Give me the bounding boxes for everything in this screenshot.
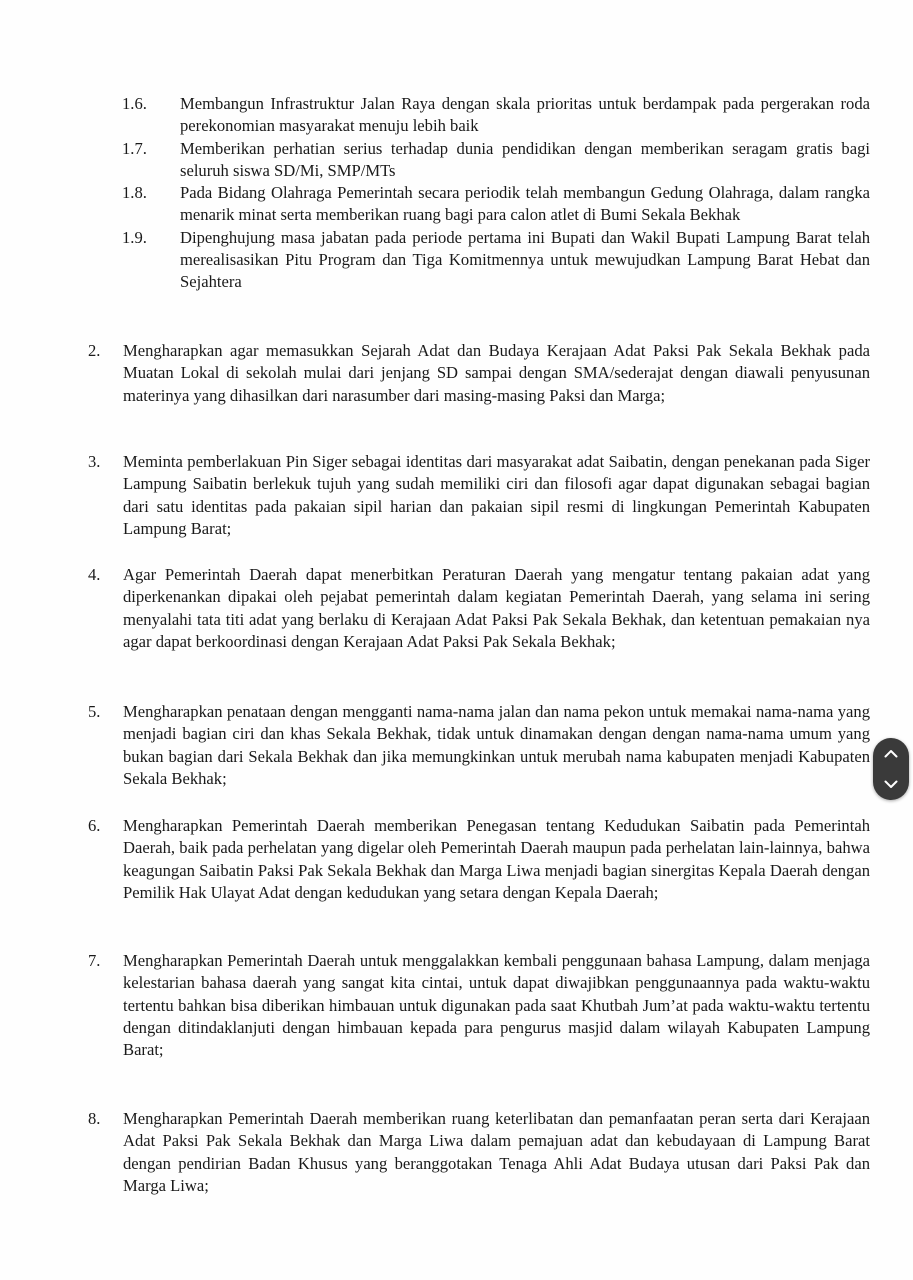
- item-text: Memberikan perhatian serius terhadap dunia pendidikan dengan memberikan seragam gratis bagi seluruh siswa SD/Mi, SMP/MTs: [180, 138, 870, 180]
- list-item-1-8: [122, 182, 870, 227]
- item-text: Meminta pemberlakuan Pin Siger sebagai identitas dari masyarakat adat Saibatin, dengan penekanan pada Siger Lampung Saibatin berlekuk tujuh yang sudah memiliki ciri dan filosofi agar dapat digunakan sebagai bagian dari satu identitas pada pakaian sipil harian dan pakaian sipil resmi di lingkungan Pemerintah Kabupaten Lampung Barat;: [123, 452, 870, 538]
- item-number: 1.8.: [122, 183, 147, 203]
- item-number: 5.: [88, 702, 101, 721]
- chevron-up-icon: [884, 749, 898, 758]
- item-text: Pada Bidang Olahraga Pemerintah secara periodik telah membangun Gedung Olahraga, dalam rangka menarik minat serta memberikan ruang bagi para calon atlet di Bumi Sekala Bekhak: [180, 183, 870, 225]
- list-item-8: [88, 1108, 870, 1197]
- item-number: 1.9.: [122, 227, 147, 247]
- list-item-6: [88, 815, 870, 904]
- item-text: Dipenghujung masa jabatan pada periode pertama ini Bupati dan Wakil Bupati Lampung Barat telah merealisasikan Pitu Program dan Tiga Komitmennya untuk mewujudkan Lampung Barat Hebat dan Sejahtera: [180, 227, 870, 292]
- chevron-down-icon: [884, 780, 898, 789]
- list-item-5: [88, 701, 870, 790]
- item-number: 2.: [88, 341, 101, 360]
- list-item-7: [88, 950, 870, 1061]
- page-scroll-control: [873, 738, 909, 800]
- item-number: 4.: [88, 565, 101, 584]
- list-item-4: [88, 564, 870, 653]
- item-number: 6.: [88, 816, 101, 835]
- item-text: Membangun Infrastruktur Jalan Raya dengan skala prioritas untuk berdampak pada pergerakan roda perekonomian masyarakat menuju lebih baik: [180, 94, 870, 136]
- item-number: 7.: [88, 951, 101, 970]
- item-text: Mengharapkan agar memasukkan Sejarah Adat dan Budaya Kerajaan Adat Paksi Pak Sekala Bekhak pada Muatan Lokal di sekolah mulai dari jenjang SD sampai dengan SMA/sederajat dengan diawali penyusunan materinya yang dihasilkan dari narasumber dari masing-masing Paksi dan Marga;: [123, 341, 870, 405]
- item-number: 1.7.: [122, 138, 147, 158]
- scroll-up-button[interactable]: [873, 738, 909, 769]
- scroll-down-button[interactable]: [873, 769, 909, 800]
- item-text: Mengharapkan Pemerintah Daerah untuk menggalakkan kembali penggunaan bahasa Lampung, dalam menjaga kelestarian bahasa daerah yang sangat kita cintai, untuk dapat diwajibkan penggunaannya pada waktu-waktu tertentu bahkan bisa diberikan himbauan untuk digunakan pada saat Khutbah Jum’at pada waktu-waktu tertentu dengan ditindaklanjuti dengan himbauan kepada para pengurus masjid dalam wilayah Kabupaten Lampung Barat;: [123, 951, 870, 1060]
- item-text: Mengharapkan Pemerintah Daerah memberikan ruang keterlibatan dan pemanfaatan peran serta dari Kerajaan Adat Paksi Pak Sekala Bekhak dan Marga Liwa dalam pemajuan adat dan kebudayaan di Lampung Barat dengan pendirian Badan Khusus yang beranggotakan Tenaga Ahli Adat Budaya utusan dari Paksi Pak dan Marga Liwa;: [123, 1109, 870, 1195]
- item-number: 8.: [88, 1109, 101, 1128]
- item-number: 3.: [88, 452, 101, 471]
- item-number: 1.6.: [122, 94, 147, 113]
- item-text: Mengharapkan Pemerintah Daerah memberikan Penegasan tentang Kedudukan Saibatin pada Pemerintah Daerah, baik pada perhelatan yang digelar oleh Pemerintah Daerah maupun pada perhelatan lain-lainnya, bahwa keagungan Saibatin Paksi Pak Sekala Bekhak dan Marga Liwa menjadi bagian sinergitas Kepala Daerah dengan Pemilik Hak Ulayat Adat dengan kedudukan yang setara dengan Kepala Daerah;: [123, 816, 870, 902]
- list-item-1-9: [122, 227, 870, 294]
- sub-list-1: [122, 93, 870, 294]
- list-item-2: [88, 340, 870, 407]
- list-item-1-7: [122, 138, 870, 183]
- list-item-3: [88, 451, 870, 540]
- list-item-1-6: [122, 93, 870, 138]
- item-text: Mengharapkan penataan dengan mengganti nama-nama jalan dan nama pekon untuk memakai nama-nama yang menjadi bagian ciri dan khas Sekala Bekhak, tidak untuk dinamakan dengan dengan nama-nama umum yang bukan bagian dari Sekala Bekhak dan jika memungkinkan untuk merubah nama kabupaten menjadi Kabupaten Sekala Bekhak;: [123, 702, 870, 788]
- item-text: Agar Pemerintah Daerah dapat menerbitkan Peraturan Daerah yang mengatur tentang pakaian adat yang diperkenankan dipakai oleh pejabat pemerintah dalam kegiatan Pemerintah Daerah, yang selama ini sering menyalahi tata titi adat yang berlaku di Kerajaan Adat Paksi Pak Sekala Bekhak, dan ketentuan pemakaian nya agar dapat berkoordinasi dengan Kerajaan Adat Paksi Pak Sekala Bekhak;: [123, 565, 870, 651]
